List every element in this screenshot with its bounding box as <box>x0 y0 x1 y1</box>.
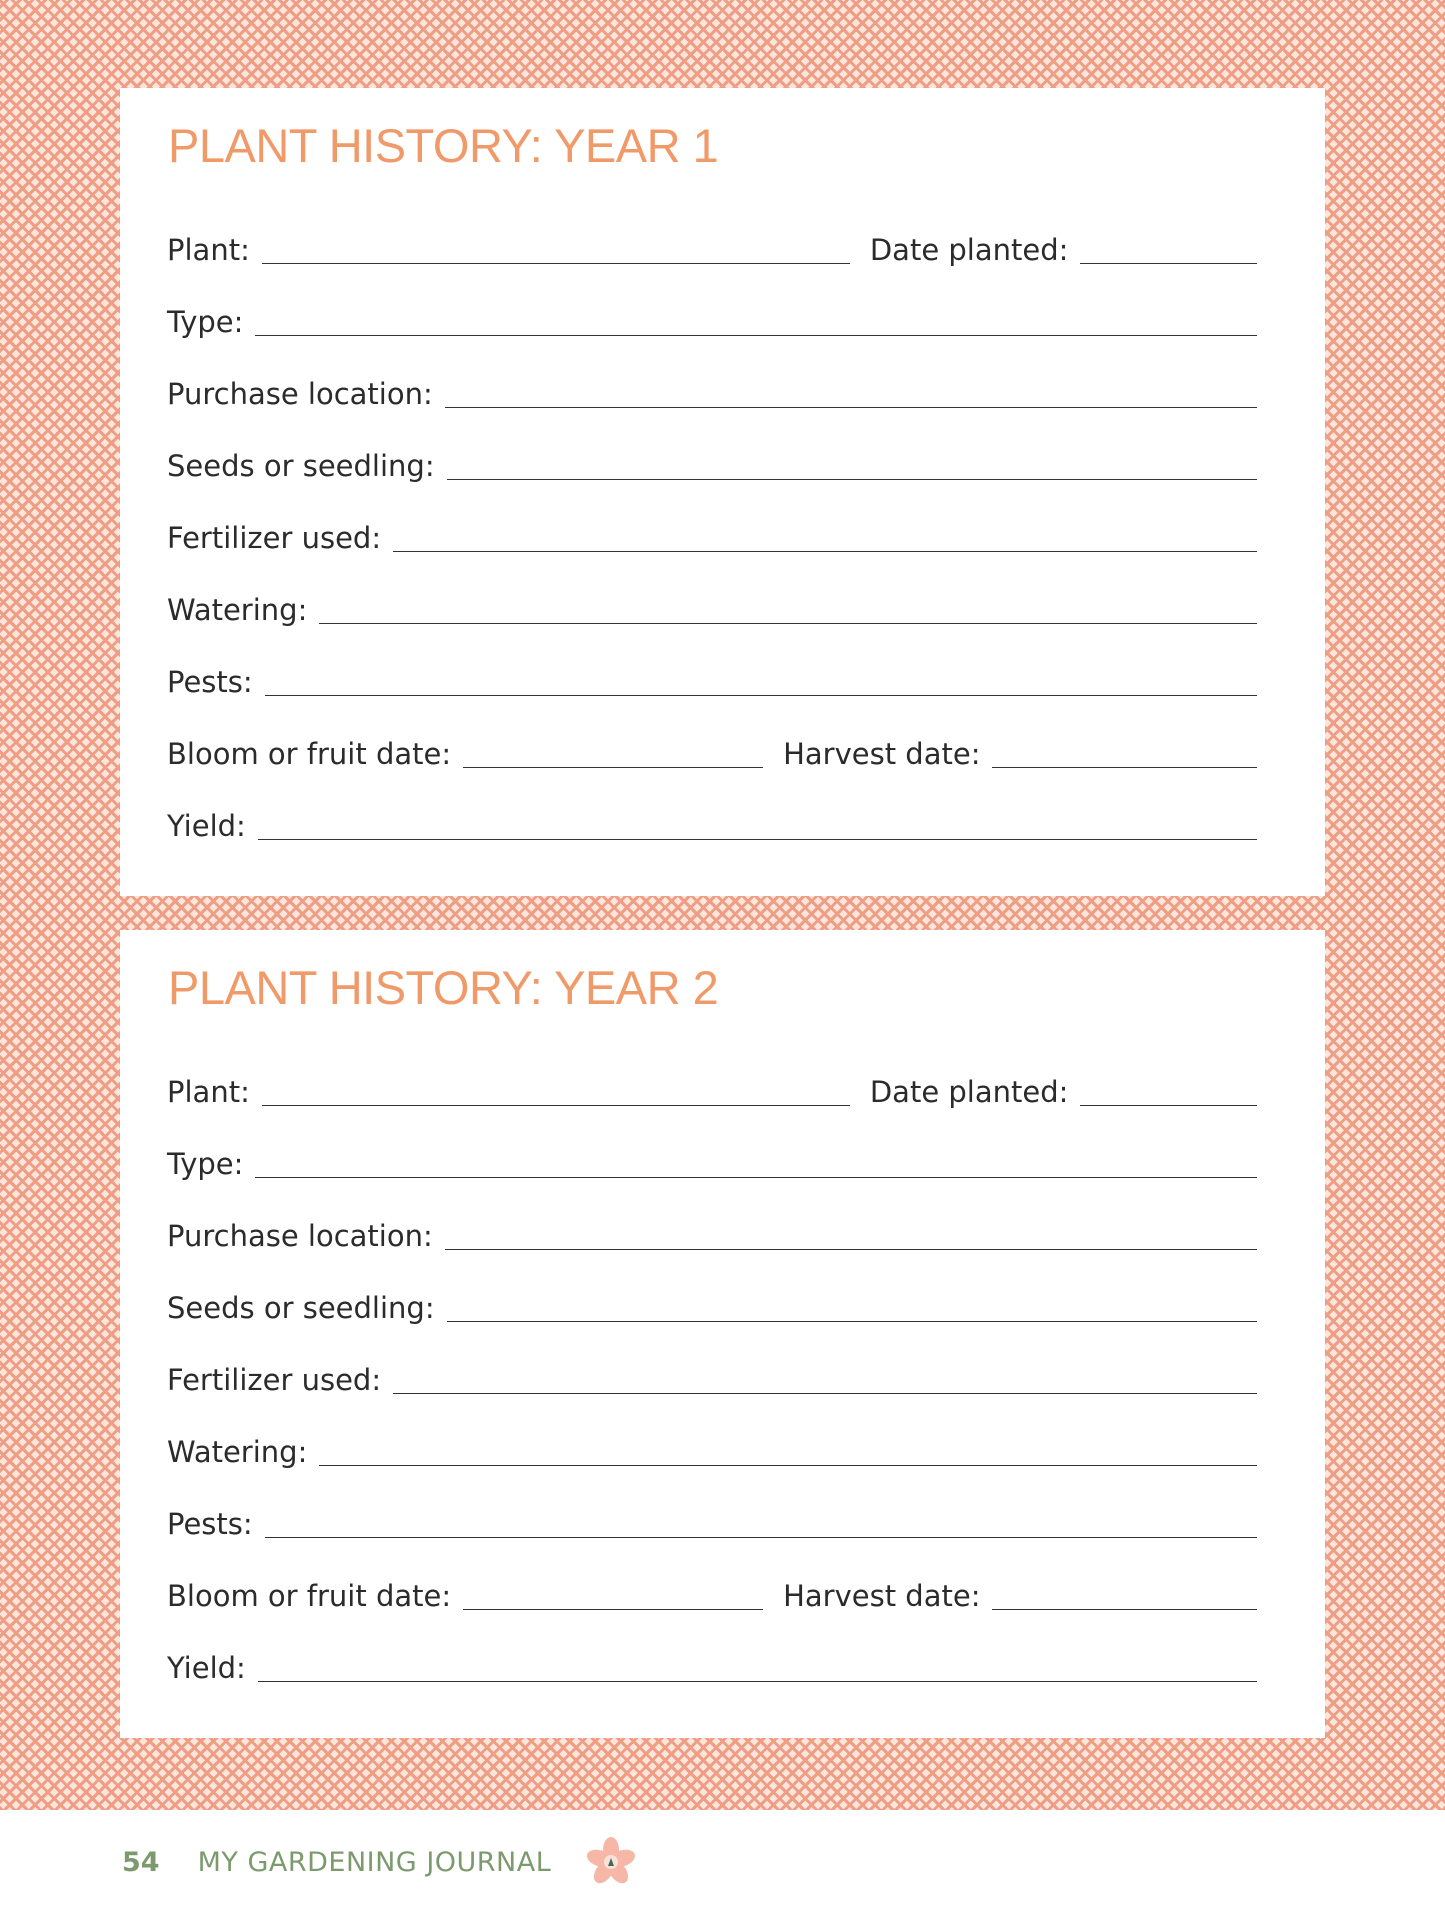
fertilizer-used-label: Fertilizer used: <box>167 521 382 555</box>
page-footer <box>122 1840 637 1884</box>
fertilizer-used-field[interactable] <box>393 551 1257 552</box>
pests-label: Pests: <box>167 1507 253 1541</box>
seeds-or-seedling-field[interactable] <box>447 479 1257 480</box>
seeds-or-seedling-row <box>167 1286 1257 1326</box>
type-label: Type: <box>167 1147 244 1181</box>
bloom-harvest-row <box>167 732 1257 772</box>
seeds-or-seedling-label: Seeds or seedling: <box>167 449 435 483</box>
pests-field[interactable] <box>265 695 1257 696</box>
section-title: PLANT HISTORY: YEAR 1 <box>168 119 719 172</box>
date-planted-label: Date planted: <box>869 1075 1069 1109</box>
type-label: Type: <box>167 305 244 339</box>
plant-label: Plant: <box>167 1075 250 1109</box>
pests-label: Pests: <box>167 665 253 699</box>
watering-label: Watering: <box>167 593 308 627</box>
type-field[interactable] <box>255 1177 1257 1178</box>
purchase-location-label: Purchase location: <box>167 1219 433 1253</box>
yield-label: Yield: <box>167 809 246 843</box>
plant-field[interactable] <box>262 263 850 264</box>
purchase-location-row <box>167 372 1257 412</box>
date-planted-field[interactable] <box>1080 263 1257 264</box>
yield-row <box>167 804 1257 844</box>
bloom-or-fruit-date-label: Bloom or fruit date: <box>167 737 452 771</box>
harvest-date-field[interactable] <box>992 1609 1257 1610</box>
purchase-location-field[interactable] <box>445 1249 1257 1250</box>
plant-history-year-1-card <box>120 88 1325 896</box>
bloom-or-fruit-date-field[interactable] <box>463 1609 763 1610</box>
watering-row <box>167 1430 1257 1470</box>
plant-row <box>167 228 1257 268</box>
watering-row <box>167 588 1257 628</box>
harvest-date-field[interactable] <box>992 767 1257 768</box>
bloom-or-fruit-date-field[interactable] <box>463 767 763 768</box>
pests-row <box>167 1502 1257 1542</box>
bloom-harvest-row <box>167 1574 1257 1614</box>
purchase-location-row <box>167 1214 1257 1254</box>
yield-row <box>167 1646 1257 1686</box>
seeds-or-seedling-label: Seeds or seedling: <box>167 1291 435 1325</box>
yield-label: Yield: <box>167 1651 246 1685</box>
flower-icon <box>585 1836 637 1888</box>
date-planted-field[interactable] <box>1080 1105 1257 1106</box>
fertilizer-used-label: Fertilizer used: <box>167 1363 382 1397</box>
journal-title: MY GARDENING JOURNAL <box>197 1846 552 1878</box>
plant-row <box>167 1070 1257 1110</box>
watering-label: Watering: <box>167 1435 308 1469</box>
yield-field[interactable] <box>258 839 1257 840</box>
seeds-or-seedling-row <box>167 444 1257 484</box>
fertilizer-used-row <box>167 1358 1257 1398</box>
plant-field[interactable] <box>262 1105 850 1106</box>
pests-row <box>167 660 1257 700</box>
purchase-location-label: Purchase location: <box>167 377 433 411</box>
fertilizer-used-field[interactable] <box>393 1393 1257 1394</box>
bloom-or-fruit-date-label: Bloom or fruit date: <box>167 1579 452 1613</box>
seeds-or-seedling-field[interactable] <box>447 1321 1257 1322</box>
yield-field[interactable] <box>258 1681 1257 1682</box>
plant-label: Plant: <box>167 233 250 267</box>
section-title: PLANT HISTORY: YEAR 2 <box>168 961 719 1014</box>
type-row <box>167 1142 1257 1182</box>
harvest-date-label: Harvest date: <box>783 737 981 771</box>
page-number: 54 <box>122 1846 160 1878</box>
type-row <box>167 300 1257 340</box>
pests-field[interactable] <box>265 1537 1257 1538</box>
plant-history-year-2-card <box>120 930 1325 1738</box>
watering-field[interactable] <box>319 623 1257 624</box>
watering-field[interactable] <box>319 1465 1257 1466</box>
date-planted-label: Date planted: <box>869 233 1069 267</box>
fertilizer-used-row <box>167 516 1257 556</box>
harvest-date-label: Harvest date: <box>783 1579 981 1613</box>
type-field[interactable] <box>255 335 1257 336</box>
purchase-location-field[interactable] <box>445 407 1257 408</box>
